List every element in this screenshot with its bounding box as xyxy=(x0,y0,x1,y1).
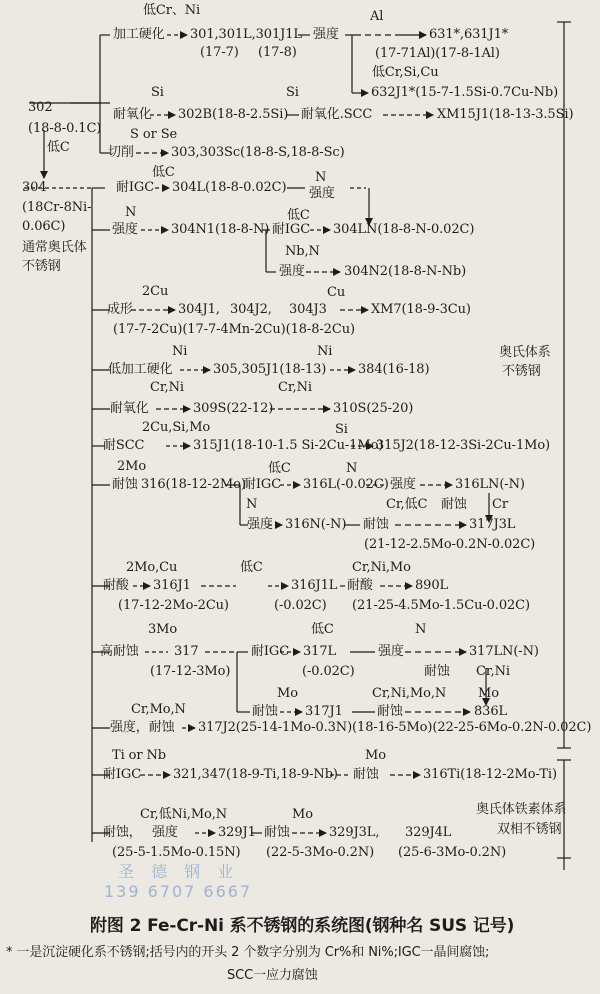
grade-317j1: 317J1 xyxy=(305,704,343,719)
label-2cu-si-mo: 2Cu,Si,Mo xyxy=(142,420,211,435)
label-si-scc: Si xyxy=(335,422,348,437)
label-ni-2: Ni xyxy=(317,344,333,359)
label-corrosion-836: 耐蚀 xyxy=(424,664,450,679)
branch-work-hardening: 加工硬化 xyxy=(113,27,165,42)
branch-corrosion-duplex: 耐蚀， xyxy=(103,825,142,840)
branch-igc-321: 耐IGC xyxy=(103,767,142,782)
label-acid-890l: 耐酸 xyxy=(347,578,373,593)
grade-316ti: 316Ti(18-12-2Mo-Ti) xyxy=(423,767,557,782)
grade-316n: 316N(-N) xyxy=(285,517,347,532)
grade-315j1: 315J1(18-10-1.5 Si-2Cu-1Mo) xyxy=(193,438,384,453)
grade-316l: 316L(-0.02C) xyxy=(303,477,389,492)
label-2mo: 2Mo xyxy=(117,459,147,474)
label-mo-836: Mo xyxy=(478,686,499,701)
grade-632j1: 632J1*(15-7-1.5Si-0.7Cu-Nb) xyxy=(371,85,559,100)
label-cr-ni: Cr,Ni xyxy=(150,380,184,395)
label-mo-316ti: Mo xyxy=(365,748,386,763)
branch-cutting: 切削 xyxy=(108,145,134,160)
label-3mo: 3Mo xyxy=(148,622,178,637)
label-cr-ni-mo: Cr,Ni,Mo xyxy=(352,560,411,575)
branch-strength-corrosion: 强度，耐蚀 xyxy=(110,720,175,735)
comp-304j: (17-7-2Cu)(17-7-4Mn-2Cu)(18-8-2Cu) xyxy=(113,322,355,337)
comp-329j1: (25-5-1.5Mo-0.15N) xyxy=(112,845,241,860)
label-duplex-stainless: 双相不锈钢 xyxy=(497,822,562,837)
label-strength: 强度 xyxy=(313,27,339,42)
label-strength-317ln: 强度 xyxy=(378,644,404,659)
label-n-316n: N xyxy=(246,497,258,512)
label-al: Al xyxy=(370,9,384,24)
footnote-line-1: * 一是沉淀硬化系不锈钢;括号内的开头 2 个数字分别为 Cr%和 Ni%;IGC一晶间腐蚀; xyxy=(6,945,490,960)
label-austenitic-stainless: 不锈钢 xyxy=(502,364,541,379)
label-n-316l: N xyxy=(346,461,358,476)
desc-304-a: 通常奥氏体 xyxy=(22,240,87,255)
grade-304j3: 304J3 xyxy=(289,302,327,317)
watermark-company: 圣 德 钢 业 xyxy=(118,862,240,881)
label-corrosion-316ti: 耐蚀 xyxy=(353,767,379,782)
comp-317l: (-0.02C) xyxy=(302,664,355,679)
branch-forming: 成形 xyxy=(107,302,133,317)
label-low-c-316j1l: 低C xyxy=(240,560,263,575)
comp-17-7: (17-7) xyxy=(200,45,239,60)
label-cr-ni-mo-n: Cr,Ni,Mo,N xyxy=(372,686,447,701)
label-strength-duplex: 强度 xyxy=(152,825,178,840)
grade-317ln: 317LN(-N) xyxy=(469,644,539,659)
label-cr-low-c: Cr,低C xyxy=(386,497,428,512)
label-si: Si xyxy=(151,85,164,100)
grade-304n1: 304N1(18-8-N) xyxy=(171,222,270,237)
label-n-304n1: N xyxy=(125,205,137,220)
label-s-or-se: S or Se xyxy=(130,127,178,142)
label-cr-mo-n: Cr,Mo,N xyxy=(131,702,186,717)
grade-836l: 836L xyxy=(474,704,508,719)
label-si-2: Si xyxy=(286,85,299,100)
grade-301: 301,301L,301J1L xyxy=(190,27,302,42)
label-cu: Cu xyxy=(327,285,346,300)
label-strength-316ln: 强度 xyxy=(390,477,416,492)
grade-317: 317 xyxy=(174,644,199,659)
label-low-c-317l: 低C xyxy=(311,622,334,637)
grade-302b: 302B(18-8-2.5Si) xyxy=(178,107,289,122)
grade-304j1: 304J1, xyxy=(178,302,220,317)
grade-329j4l: 329J4L xyxy=(405,825,452,840)
watermark-phone: 139 6707 6667 xyxy=(104,882,253,901)
comp-316j1l: (-0.02C) xyxy=(274,598,327,613)
grade-317j3l: 317J3L xyxy=(469,517,516,532)
branch-low-work-hardening: 低加工硬化 xyxy=(108,362,173,377)
grade-xm15j1: XM15J1(18-13-3.5Si) xyxy=(437,107,574,122)
grade-303: 303,303Sc(18-8-S,18-8-Sc) xyxy=(171,145,345,160)
label-low-cr-si-cu: 低Cr,Si,Cu xyxy=(372,65,439,80)
label-n-317ln: N xyxy=(415,622,427,637)
label-mo-317j1: Mo xyxy=(277,686,298,701)
label-corrosion-836l: 耐蚀 xyxy=(377,704,403,719)
branch-igc-304l: 耐IGC xyxy=(116,180,155,195)
figure-caption: 附图 2 Fe-Cr-Ni 系不锈钢的系统图(钢种名 SUS 记号) xyxy=(90,916,515,936)
grade-309s: 309S(22-12) xyxy=(193,401,274,416)
comp-304-b: 0.06C) xyxy=(22,219,66,234)
comp-329j4l: (25-6-3Mo-0.2N) xyxy=(398,845,507,860)
grade-305: 305,305J1(18-13) xyxy=(213,362,327,377)
grade-304l: 304L(18-8-0.02C) xyxy=(172,180,287,195)
grade-304j2: 304J2, xyxy=(230,302,272,317)
comp-317j3l: (21-12-2.5Mo-0.2N-0.02C) xyxy=(364,537,536,552)
branch-high-corrosion: 高耐蚀 xyxy=(100,644,139,659)
label-low-c: 低C xyxy=(47,140,70,155)
label-cr-ni-317: Cr,Ni xyxy=(476,664,510,679)
label-n-304l: N xyxy=(315,170,327,185)
label-cr: Cr xyxy=(492,497,508,512)
label-corrosion-317j3l: 耐蚀 xyxy=(441,497,467,512)
comp-302: (18-8-0.1C) xyxy=(28,121,102,136)
comp-631: (17-71Al)(17-8-1Al) xyxy=(375,46,500,61)
branch-corrosion-316: 耐蚀 xyxy=(112,477,138,492)
label-2cu: 2Cu xyxy=(142,284,169,299)
label-corrosion-317j1: 耐蚀 xyxy=(252,704,278,719)
grade-316ln: 316LN(-N) xyxy=(455,477,525,492)
grade-317j2: 317J2(25-14-1Mo-0.3N)(18-16-5Mo)(22-25-6Mo-0.2N-0.02C) xyxy=(198,720,592,735)
grade-310s: 310S(25-20) xyxy=(333,401,414,416)
label-strength-316n: 强度 xyxy=(247,517,273,532)
label-nb-n: Nb,N xyxy=(285,244,320,259)
grade-316j1: 316J1 xyxy=(153,578,191,593)
label-oxid-scc: 耐氧化.SCC xyxy=(301,107,373,122)
label-austenitic: 奥氏体系 xyxy=(499,345,551,360)
label-austenitic-ferritic: 奥氏体铁素体系 xyxy=(476,802,567,817)
branch-oxidation-309: 耐氧化 xyxy=(110,401,149,416)
comp-317: (17-12-3Mo) xyxy=(150,664,231,679)
comp-329j3l: (22-5-3Mo-0.2N) xyxy=(266,845,375,860)
comp-890l: (21-25-4.5Mo-1.5Cu-0.02C) xyxy=(352,598,530,613)
grade-316: 316(18-12-2Mo) xyxy=(141,477,246,492)
grade-315j2: 315J2(18-12-3Si-2Cu-1Mo) xyxy=(376,438,551,453)
label-ti-or-nb: Ti or Nb xyxy=(112,748,167,763)
label-low-c-304ln: 低C xyxy=(287,208,310,223)
comp-17-8: (17-8) xyxy=(258,45,297,60)
label-corrosion-316n: 耐蚀 xyxy=(363,517,389,532)
label-igc-317l: 耐IGC xyxy=(251,644,290,659)
label-igc-304ln: 耐IGC xyxy=(272,222,311,237)
grade-317l: 317L xyxy=(303,644,337,659)
grade-304: 304 xyxy=(22,180,47,195)
grade-302: 302 xyxy=(28,100,53,115)
comp-304-a: (18Cr-8Ni- xyxy=(22,200,92,215)
grade-329j1: 329J1 xyxy=(218,825,256,840)
grade-384: 384(16-18) xyxy=(358,362,430,377)
grade-316j1l: 316J1L xyxy=(291,578,338,593)
label-corrosion-329j3l: 耐蚀 xyxy=(264,825,290,840)
label-low-c-316: 低C xyxy=(268,461,291,476)
label-2mo-cu: 2Mo,Cu xyxy=(126,560,178,575)
grade-304n2: 304N2(18-8-N-Nb) xyxy=(344,264,467,279)
grade-890l: 890L xyxy=(415,578,449,593)
label-strength-304l: 强度 xyxy=(309,186,335,201)
comp-316j1: (17-12-2Mo-2Cu) xyxy=(118,598,229,613)
desc-304-b: 不锈钢 xyxy=(22,259,61,274)
grade-329j3l: 329J3L, xyxy=(329,825,380,840)
label-mo-329: Mo xyxy=(292,807,313,822)
grade-631: 631*,631J1* xyxy=(429,27,509,42)
branch-scc: 耐SCC xyxy=(103,438,145,453)
branch-strength-304n1: 强度 xyxy=(112,222,138,237)
branch-oxidation: 耐氧化 xyxy=(113,107,152,122)
grade-321-347: 321,347(18-9-Ti,18-9-Nb) xyxy=(173,767,338,782)
footnote-line-2: SCC一应力腐蚀 xyxy=(227,968,318,983)
label-igc-316l: 耐IGC xyxy=(243,477,282,492)
label-low-cr-ni: 低Cr、Ni xyxy=(143,3,201,18)
branch-acid: 耐酸 xyxy=(103,578,129,593)
label-cr-ni-2: Cr,Ni xyxy=(278,380,312,395)
label-strength-304n2: 强度 xyxy=(279,264,305,279)
grade-xm7: XM7(18-9-3Cu) xyxy=(371,302,471,317)
grade-304ln: 304LN(18-8-N-0.02C) xyxy=(333,222,475,237)
label-cr-low-ni-mo-n: Cr,低Ni,Mo,N xyxy=(140,807,228,822)
label-ni: Ni xyxy=(172,344,188,359)
label-low-c-304l: 低C xyxy=(152,165,175,180)
